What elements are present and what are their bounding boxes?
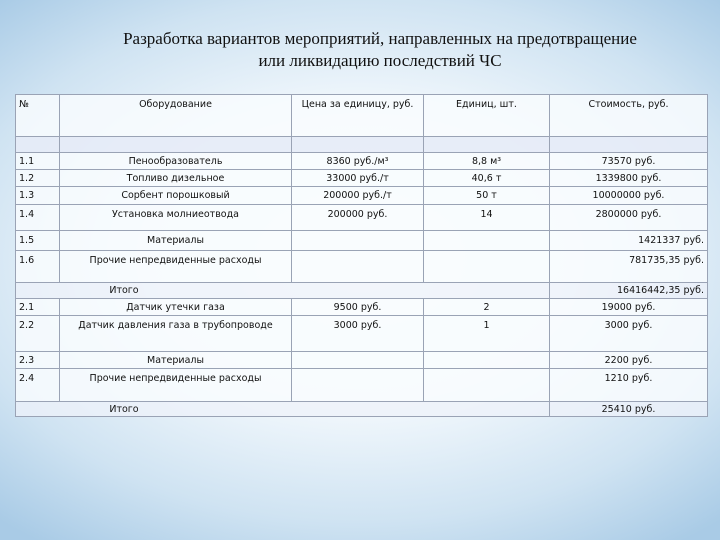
table-row [16,231,708,251]
row-equipment: Датчик утечки газа [60,299,292,316]
row-equipment: Сорбент порошковый [60,187,292,205]
row-equipment: Прочие непредвиденные расходы [60,369,292,402]
row-units: 40,6 т [424,170,550,187]
row-num: 1.4 [16,205,60,231]
row-num: 1.6 [16,251,60,283]
page-title [60,28,700,72]
table-row [16,205,708,231]
row-cost: 781735,35 руб. [550,251,708,283]
row-units: 50 т [424,187,550,205]
row-price: 9500 руб. [292,299,424,316]
row-cost: 1339800 руб. [550,170,708,187]
row-equipment: Прочие непредвиденные расходы [60,251,292,283]
header-equipment: Оборудование [60,95,292,137]
row-cost: 1421337 руб. [550,231,708,251]
row-cost: 73570 руб. [550,153,708,170]
table-row [16,316,708,352]
total-row [16,402,708,417]
row-num: 1.5 [16,231,60,251]
total-value: 25410 руб. [550,402,708,417]
row-num: 1.1 [16,153,60,170]
total-row [16,283,708,299]
header-price: Цена за единицу, руб. [292,95,424,137]
row-units: 2 [424,299,550,316]
table-row [16,369,708,402]
table-header-row [16,95,708,137]
table-row [16,187,708,205]
row-equipment: Топливо дизельное [60,170,292,187]
title-line-1: Разработка вариантов мероприятий, направленных на предотвращение [123,29,637,48]
header-units: Единиц, шт. [424,95,550,137]
table-row [16,153,708,170]
row-cost: 19000 руб. [550,299,708,316]
table-row [16,299,708,316]
row-cost: 10000000 руб. [550,187,708,205]
header-cost: Стоимость, руб. [550,95,708,137]
row-units: 14 [424,205,550,231]
table-row [16,170,708,187]
header-num: № [16,95,60,137]
row-num: 2.1 [16,299,60,316]
row-equipment: Пенообразователь [60,153,292,170]
row-equipment: Материалы [60,231,292,251]
row-price: 200000 руб./т [292,187,424,205]
row-num: 2.4 [16,369,60,402]
row-cost: 2200 руб. [550,352,708,369]
row-price: 200000 руб. [292,205,424,231]
row-cost: 2800000 руб. [550,205,708,231]
total-value: 16416442,35 руб. [550,283,708,299]
row-equipment: Установка молниеотвода [60,205,292,231]
table-row [16,251,708,283]
row-units: 1 [424,316,550,352]
title-line-2: или ликвидацию последствий ЧС [258,51,502,70]
row-num: 1.3 [16,187,60,205]
total-label: Итого [16,283,550,299]
row-price: 33000 руб./т [292,170,424,187]
row-num: 2.2 [16,316,60,352]
row-cost: 3000 руб. [550,316,708,352]
cost-table [15,94,708,417]
spacer-row [16,137,708,153]
row-units: 8,8 м³ [424,153,550,170]
row-equipment: Материалы [60,352,292,369]
row-num: 1.2 [16,170,60,187]
table-row [16,352,708,369]
row-num: 2.3 [16,352,60,369]
row-price: 8360 руб./м³ [292,153,424,170]
row-equipment: Датчик давления газа в трубопроводе [60,316,292,352]
row-price: 3000 руб. [292,316,424,352]
row-cost: 1210 руб. [550,369,708,402]
total-label: Итого [16,402,550,417]
